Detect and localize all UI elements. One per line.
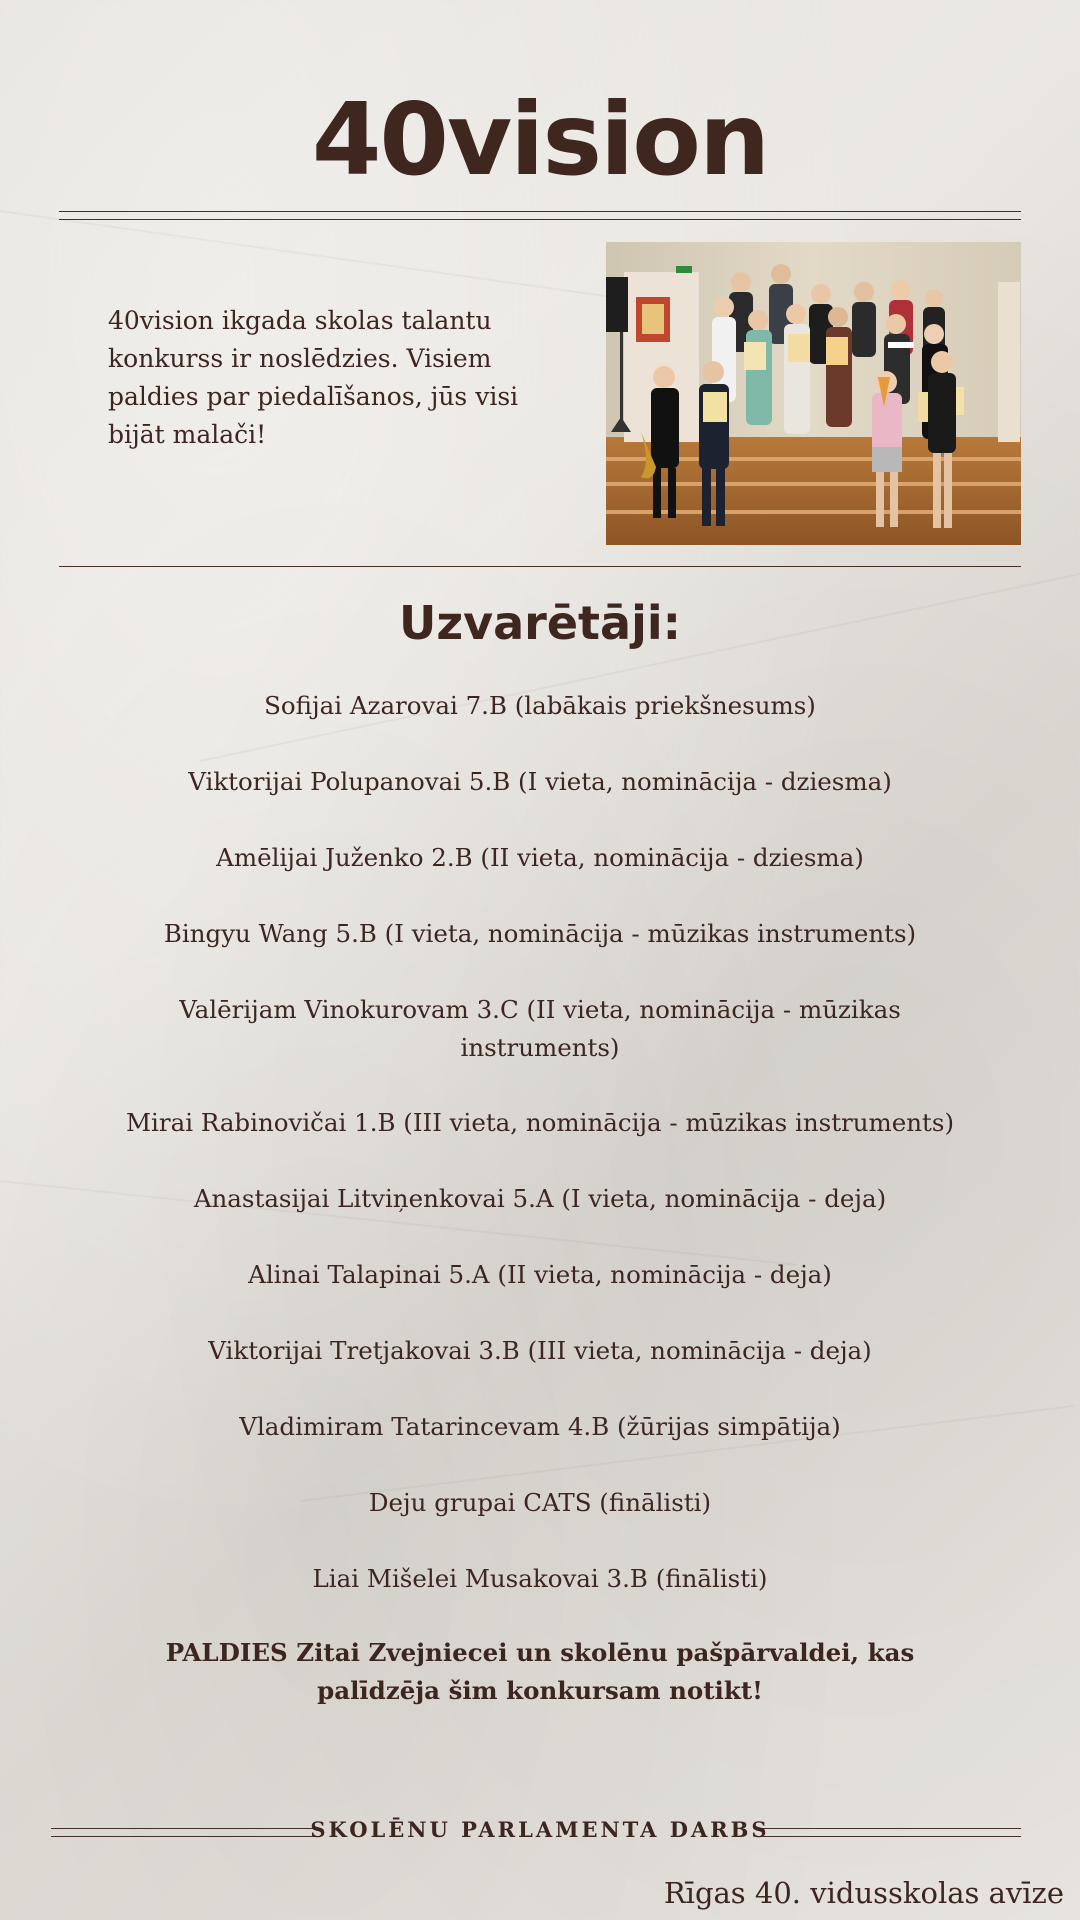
page-title: 40vision bbox=[311, 81, 769, 198]
section-divider bbox=[59, 566, 1021, 567]
winner-item: Alinai Talapinai 5.A (II vieta, nominācija - deja) bbox=[248, 1260, 832, 1289]
winner-item: Sofijai Azarovai 7.B (labākais priekšnesums) bbox=[264, 691, 816, 720]
winner-item: Viktorijai Tretjakovai 3.B (III vieta, nominācija - deja) bbox=[208, 1336, 872, 1365]
winner-item: Amēlijai Juženko 2.B (II vieta, nominācija - dziesma) bbox=[216, 843, 864, 872]
winner-item: Vladimiram Tatarincevam 4.B (žūrijas simpātija) bbox=[239, 1412, 841, 1441]
winner-item: Valērijam Vinokurovam 3.C (II vieta, nominācija - mūzikas instruments) bbox=[179, 995, 901, 1062]
footer-label: SKOLĒNU PARLAMENTA DARBS bbox=[310, 1817, 770, 1842]
title-divider bbox=[59, 211, 1021, 220]
winner-item: Bingyu Wang 5.B (I vieta, nominācija - mūzikas instruments) bbox=[163, 919, 917, 948]
newspaper-name: Rīgas 40. vidusskolas avīze bbox=[663, 1876, 1064, 1910]
paper-crease bbox=[0, 210, 693, 309]
winner-item: Deju grupai CATS (finālisti) bbox=[368, 1488, 712, 1517]
winner-item: Viktorijai Polupanovai 5.B (I vieta, nominācija - dziesma) bbox=[188, 767, 892, 796]
group-photo-image bbox=[606, 242, 1021, 545]
intro-text: 40vision ikgada skolas talantu konkurss ir noslēdzies. Visiem paldies par piedalīšanos, jūs visi bijāt malači! bbox=[108, 306, 519, 449]
winner-item: Mirai Rabinovičai 1.B (III vieta, nominācija - mūzikas instruments) bbox=[125, 1108, 955, 1137]
thanks-note: PALDIES Zitai Zvejniecei un skolēnu pašpārvaldei, kas palīdzēja šim konkursam notikt! bbox=[165, 1638, 915, 1705]
winner-item: Liai Mišelei Musakovai 3.B (finālisti) bbox=[312, 1564, 768, 1593]
winners-heading: Uzvarētāji: bbox=[399, 596, 681, 650]
winner-item: Anastasijai Litviņenkovai 5.A (I vieta, nominācija - deja) bbox=[193, 1184, 887, 1213]
